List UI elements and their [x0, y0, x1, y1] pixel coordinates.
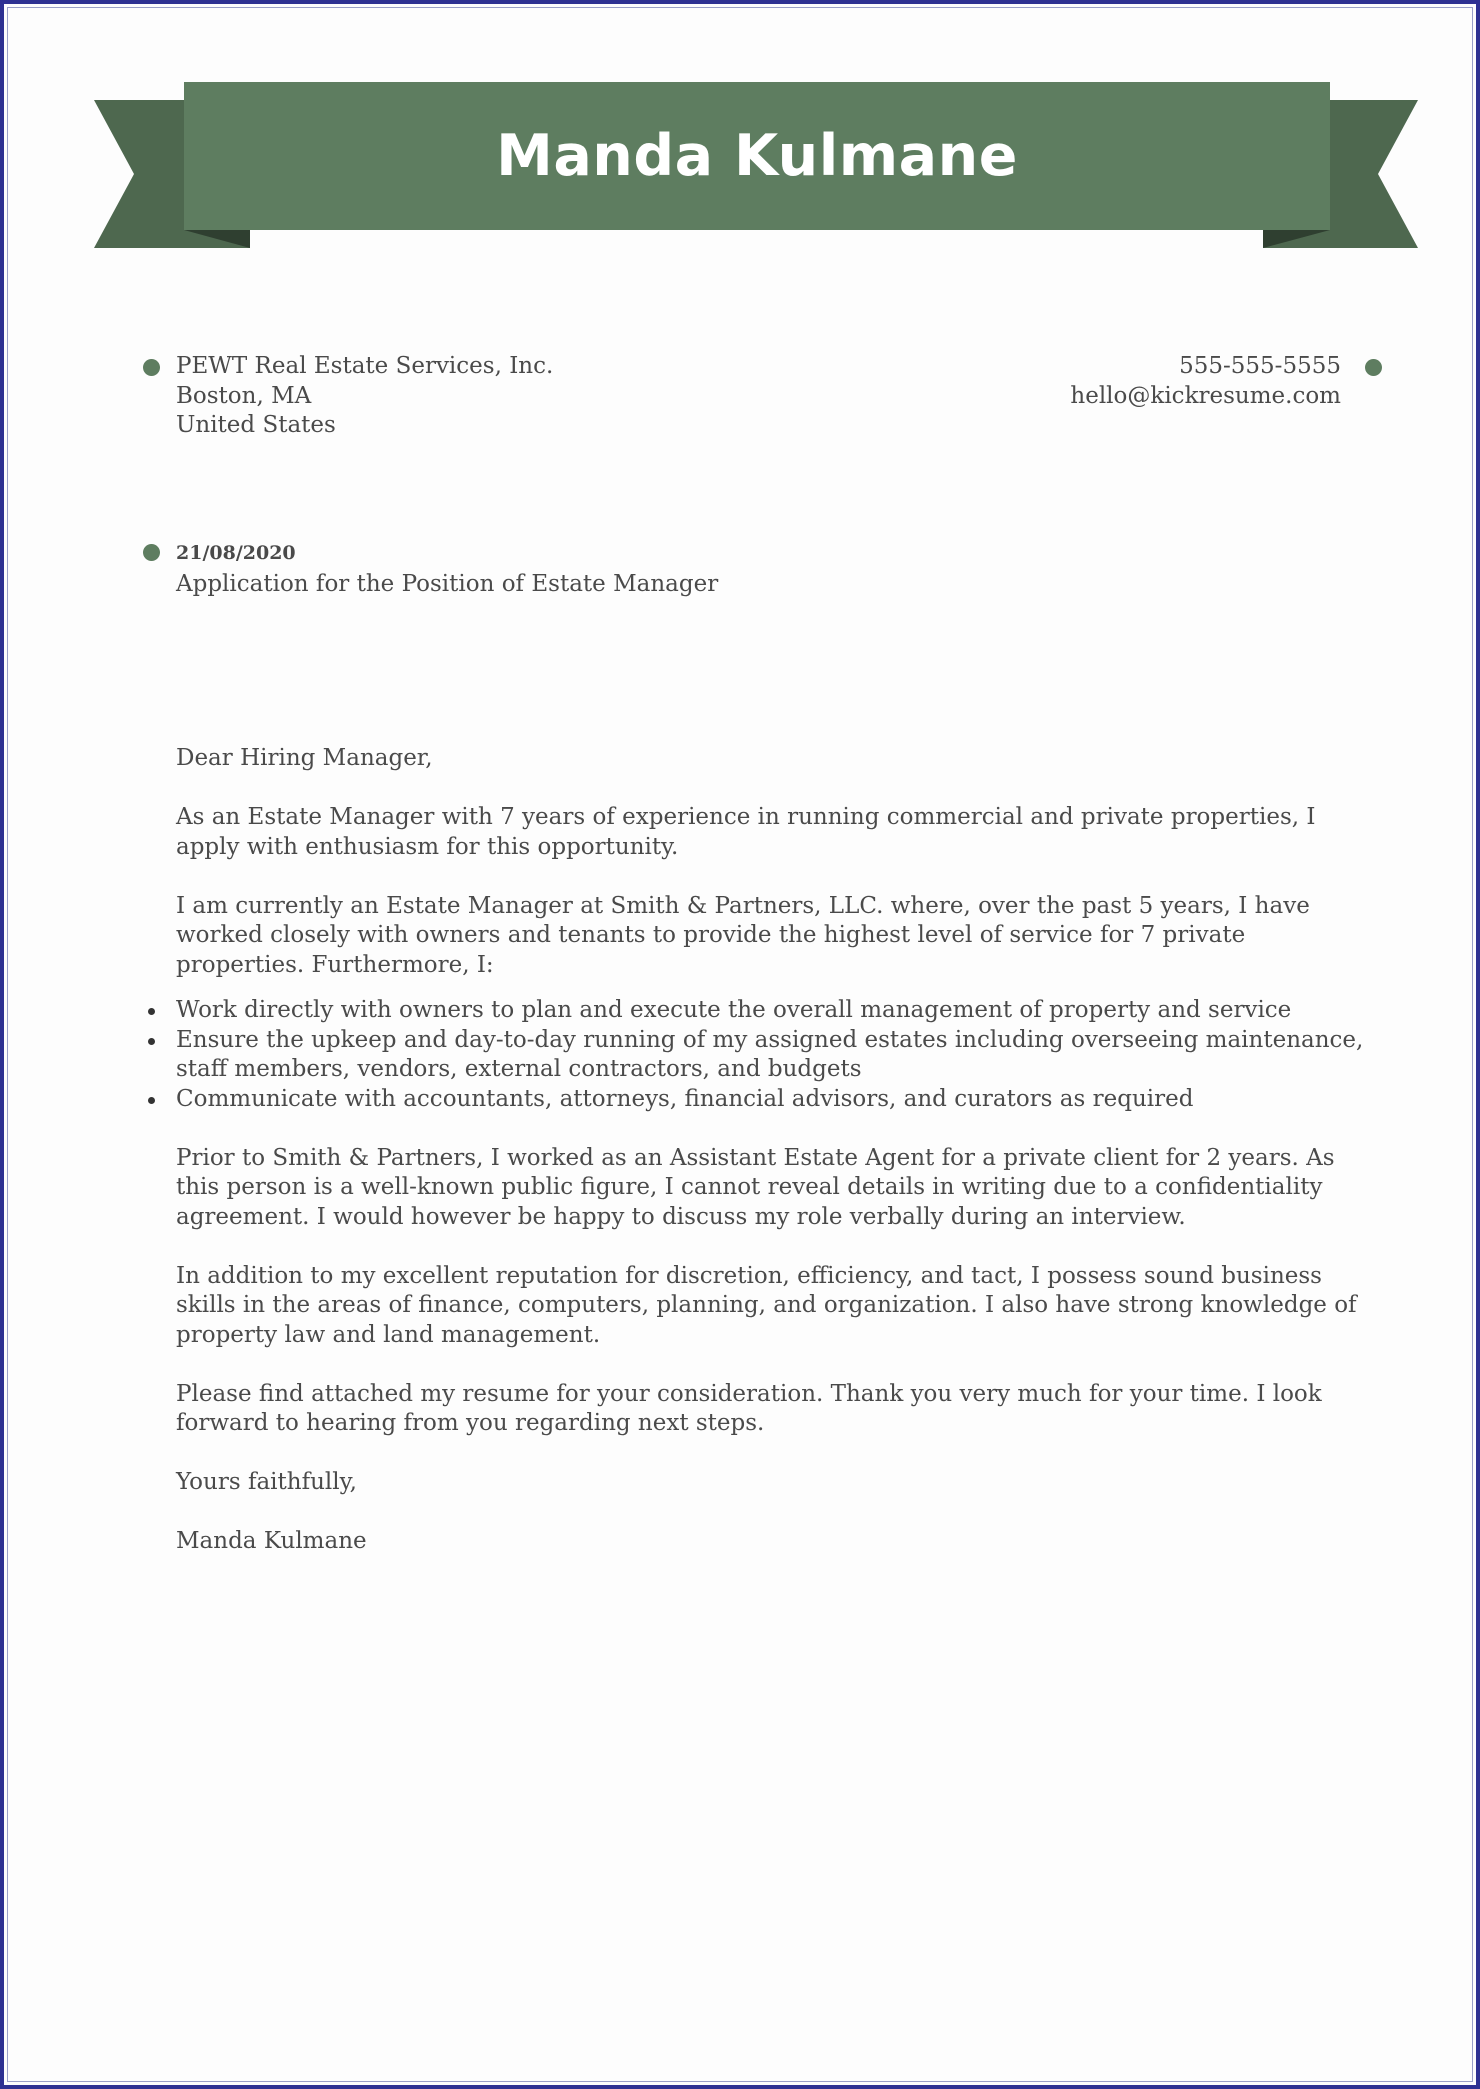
header-ribbon: [4, 4, 1480, 264]
letter-body: [176, 744, 1366, 1586]
closing: Yours faithfully,: [176, 1469, 357, 1495]
paragraph-2: I am currently an Estate Manager at Smith & Partners, LLC. where, over the past 5 years, I have worked closely with owners and tenants to provide the highest level of service for 7 private properties. Furthermore, I:: [176, 892, 1310, 978]
ribbon-left-tail: [94, 100, 250, 248]
ribbon-left-fold: [184, 230, 250, 248]
paragraph-4: In addition to my excellent reputation for discretion, efficiency, and tact, I possess sound business skills in the areas of finance, computers, planning, and organization. I also have strong knowledge of property law and land management.: [176, 1262, 1357, 1348]
signature: Manda Kulmane: [176, 1528, 367, 1554]
paragraph-5: Please find attached my resume for your consideration. Thank you very much for your time. I look forward to hearing from you regarding next steps.: [176, 1380, 1322, 1436]
applicant-name: Manda Kulmane: [496, 123, 1018, 189]
letter-subject: Application for the Position of Estate Manager: [176, 571, 719, 597]
contact-email: hello@kickresume.com: [1070, 382, 1341, 409]
contact-phone: 555-555-5555: [1179, 353, 1341, 379]
sender-address: [176, 352, 553, 441]
ribbon-right-tail: [1263, 100, 1418, 248]
ribbon-band: [184, 82, 1330, 230]
paragraph-1: As an Estate Manager with 7 years of experience in running commercial and private properties, I apply with enthusiasm for this opportunity.: [176, 804, 1316, 860]
list-item: Communicate with accountants, attorneys, financial advisors, and curators as required: [176, 1085, 1366, 1115]
date-bullet-dot: [143, 544, 160, 561]
paragraph-3: Prior to Smith & Partners, I worked as an Assistant Estate Agent for a private client for 2 years. As this person is a well-known public figure, I cannot reveal details in writing due to a confidentiality agreement. I would however be happy to discuss my role verbally during an interview.: [176, 1144, 1335, 1230]
sender-country: United States: [176, 412, 336, 438]
list-item: Ensure the upkeep and day-to-day running of my assigned estates including overseeing maintenance, staff members, vendors, external contractors, and budgets: [176, 1026, 1366, 1085]
ribbon-right-fold: [1263, 230, 1330, 248]
list-item: Work directly with owners to plan and execute the overall management of property and service: [176, 996, 1366, 1026]
sender-company: PEWT Real Estate Services, Inc.: [176, 353, 554, 379]
sender-bullet-dot: [143, 359, 160, 376]
letter-date: 21/08/2020: [176, 542, 296, 564]
responsibilities-list: [176, 996, 1366, 1114]
greeting: Dear Hiring Manager,: [176, 745, 433, 771]
contact-info: [1070, 352, 1341, 411]
letter-meta: [176, 537, 718, 600]
sender-city: Boston, MA: [176, 382, 312, 409]
contact-bullet-dot: [1365, 359, 1382, 376]
